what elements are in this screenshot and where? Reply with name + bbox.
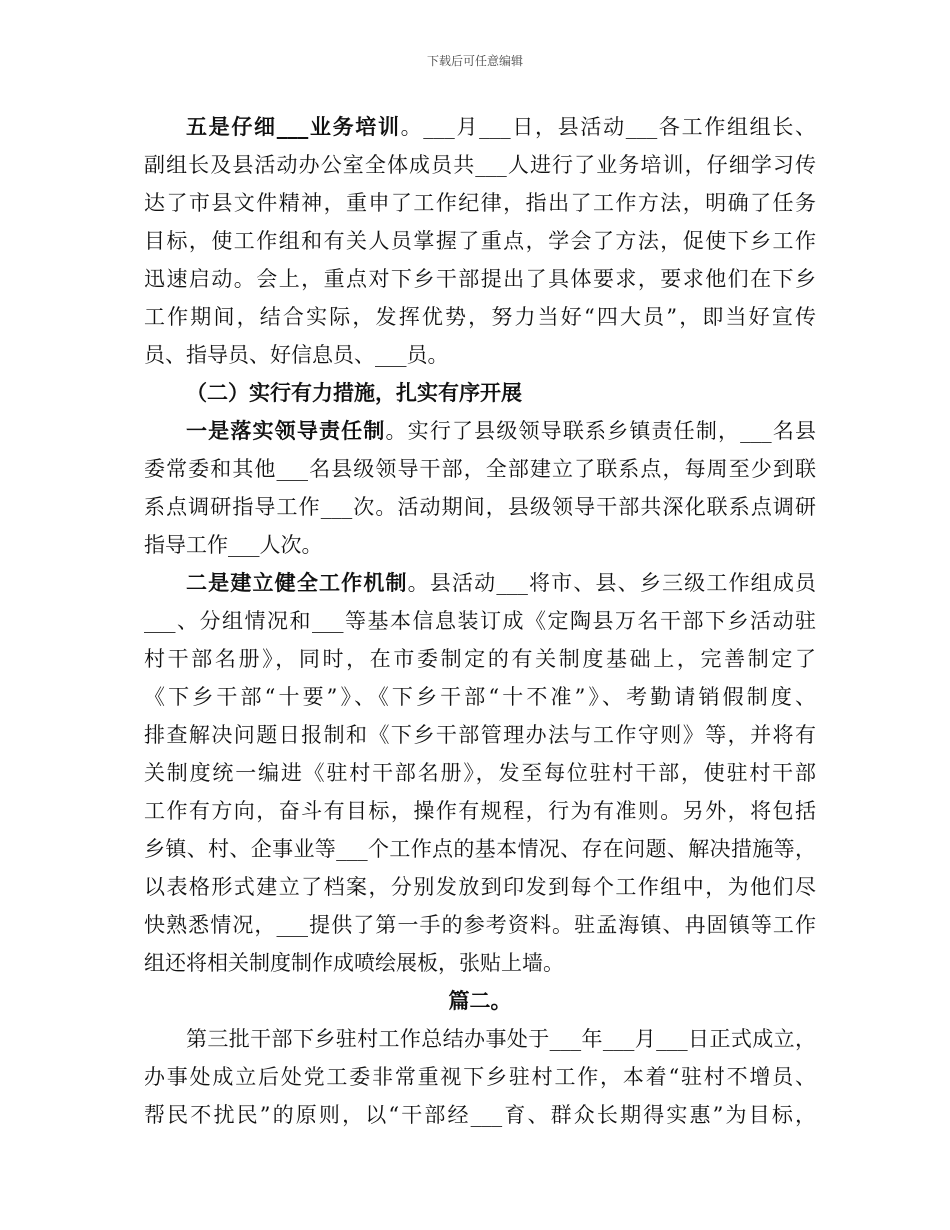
page-header: 下载后可任意编辑: [426, 54, 523, 68]
paragraph-line: 一是落实领导责任制。实行了县级领导联系乡镇责任制，___名县: [186, 418, 816, 443]
paragraph-line: 委常委和其他___名县级领导干部，全部建立了联系点，每周至少到联: [144, 457, 816, 481]
paragraph-line: 办事处成立后处党工委非常重视下乡驻村工作，本着“驻村不增员、: [144, 1065, 816, 1089]
paragraph-line: 工作有方向，奋斗有目标，操作有规程，行为有准则。另外，将包括: [144, 799, 816, 823]
part-title: 篇二。: [448, 988, 512, 1013]
paragraph-line: 二是建立健全工作机制。县活动___将市、县、乡三级工作组成员: [186, 570, 816, 595]
paragraph-line: 村干部名册》，同时，在市委制定的有关制度基础上，完善制定了: [144, 647, 816, 671]
paragraph-lead: 二是建立健全工作机制: [186, 570, 408, 595]
paragraph-line: 排查解决问题日报制和《下乡干部管理办法与工作守则》等，并将有: [144, 723, 816, 747]
paragraph-line: 员、指导员、好信息员、___员。: [144, 343, 449, 367]
paragraph-line: 《下乡干部“十要”》、《下乡干部“十不准”》、考勤请销假制度、: [144, 685, 816, 709]
paragraph-line: 组还将相关制度制作成喷绘展板，张贴上墙。: [144, 951, 564, 975]
paragraph-line: 迅速启动。会上，重点对下乡干部提出了具体要求，要求他们在下乡: [144, 267, 816, 291]
paragraph-line: 第三批干部下乡驻村工作总结办事处于___年___月___日正式成立，: [186, 1027, 816, 1051]
paragraph-line: ___、分组情况和___等基本信息装订成《定陶县万名干部下乡活动驻: [144, 609, 816, 633]
paragraph-line: 快熟悉情况，___提供了第一手的参考资料。驻孟海镇、冉固镇等工作: [144, 913, 816, 937]
paragraph-lead: 五是仔细___业务培训: [186, 114, 401, 139]
paragraph-line: 工作期间，结合实际，发挥优势，努力当好“四大员”，即当好宣传: [144, 305, 816, 329]
paragraph-line: 五是仔细___业务培训。___月___日，县活动___各工作组组长、: [186, 114, 816, 139]
document-body: [144, 108, 816, 1134]
paragraph-line: 指导工作___人次。: [144, 533, 323, 557]
paragraph-line: 乡镇、村、企事业等___个工作点的基本情况、存在问题、解决措施等，: [144, 837, 816, 861]
paragraph-line: 目标，使工作组和有关人员掌握了重点，学会了方法，促使下乡工作: [144, 229, 816, 253]
paragraph-line: 关制度统一编进《驻村干部名册》，发至每位驻村干部，使驻村干部: [144, 761, 816, 785]
paragraph-line: 达了市县文件精神，重申了工作纪律，指出了工作方法，明确了任务: [144, 191, 816, 215]
section-heading: （二）实行有力措施，扎实有序开展: [186, 380, 522, 405]
paragraph-line: 系点调研指导工作___次。活动期间，县级领导干部共深化联系点调研: [144, 495, 816, 519]
paragraph-lead: 一是落实领导责任制: [186, 418, 386, 443]
paragraph-line: 帮民不扰民”的原则，以“干部经___育、群众长期得实惠”为目标，: [144, 1103, 816, 1127]
paragraph-line: 副组长及县活动办公室全体成员共___人进行了业务培训，仔细学习传: [144, 153, 816, 177]
paragraph-line: 以表格形式建立了档案，分别发放到印发到每个工作组中，为他们尽: [144, 875, 816, 899]
